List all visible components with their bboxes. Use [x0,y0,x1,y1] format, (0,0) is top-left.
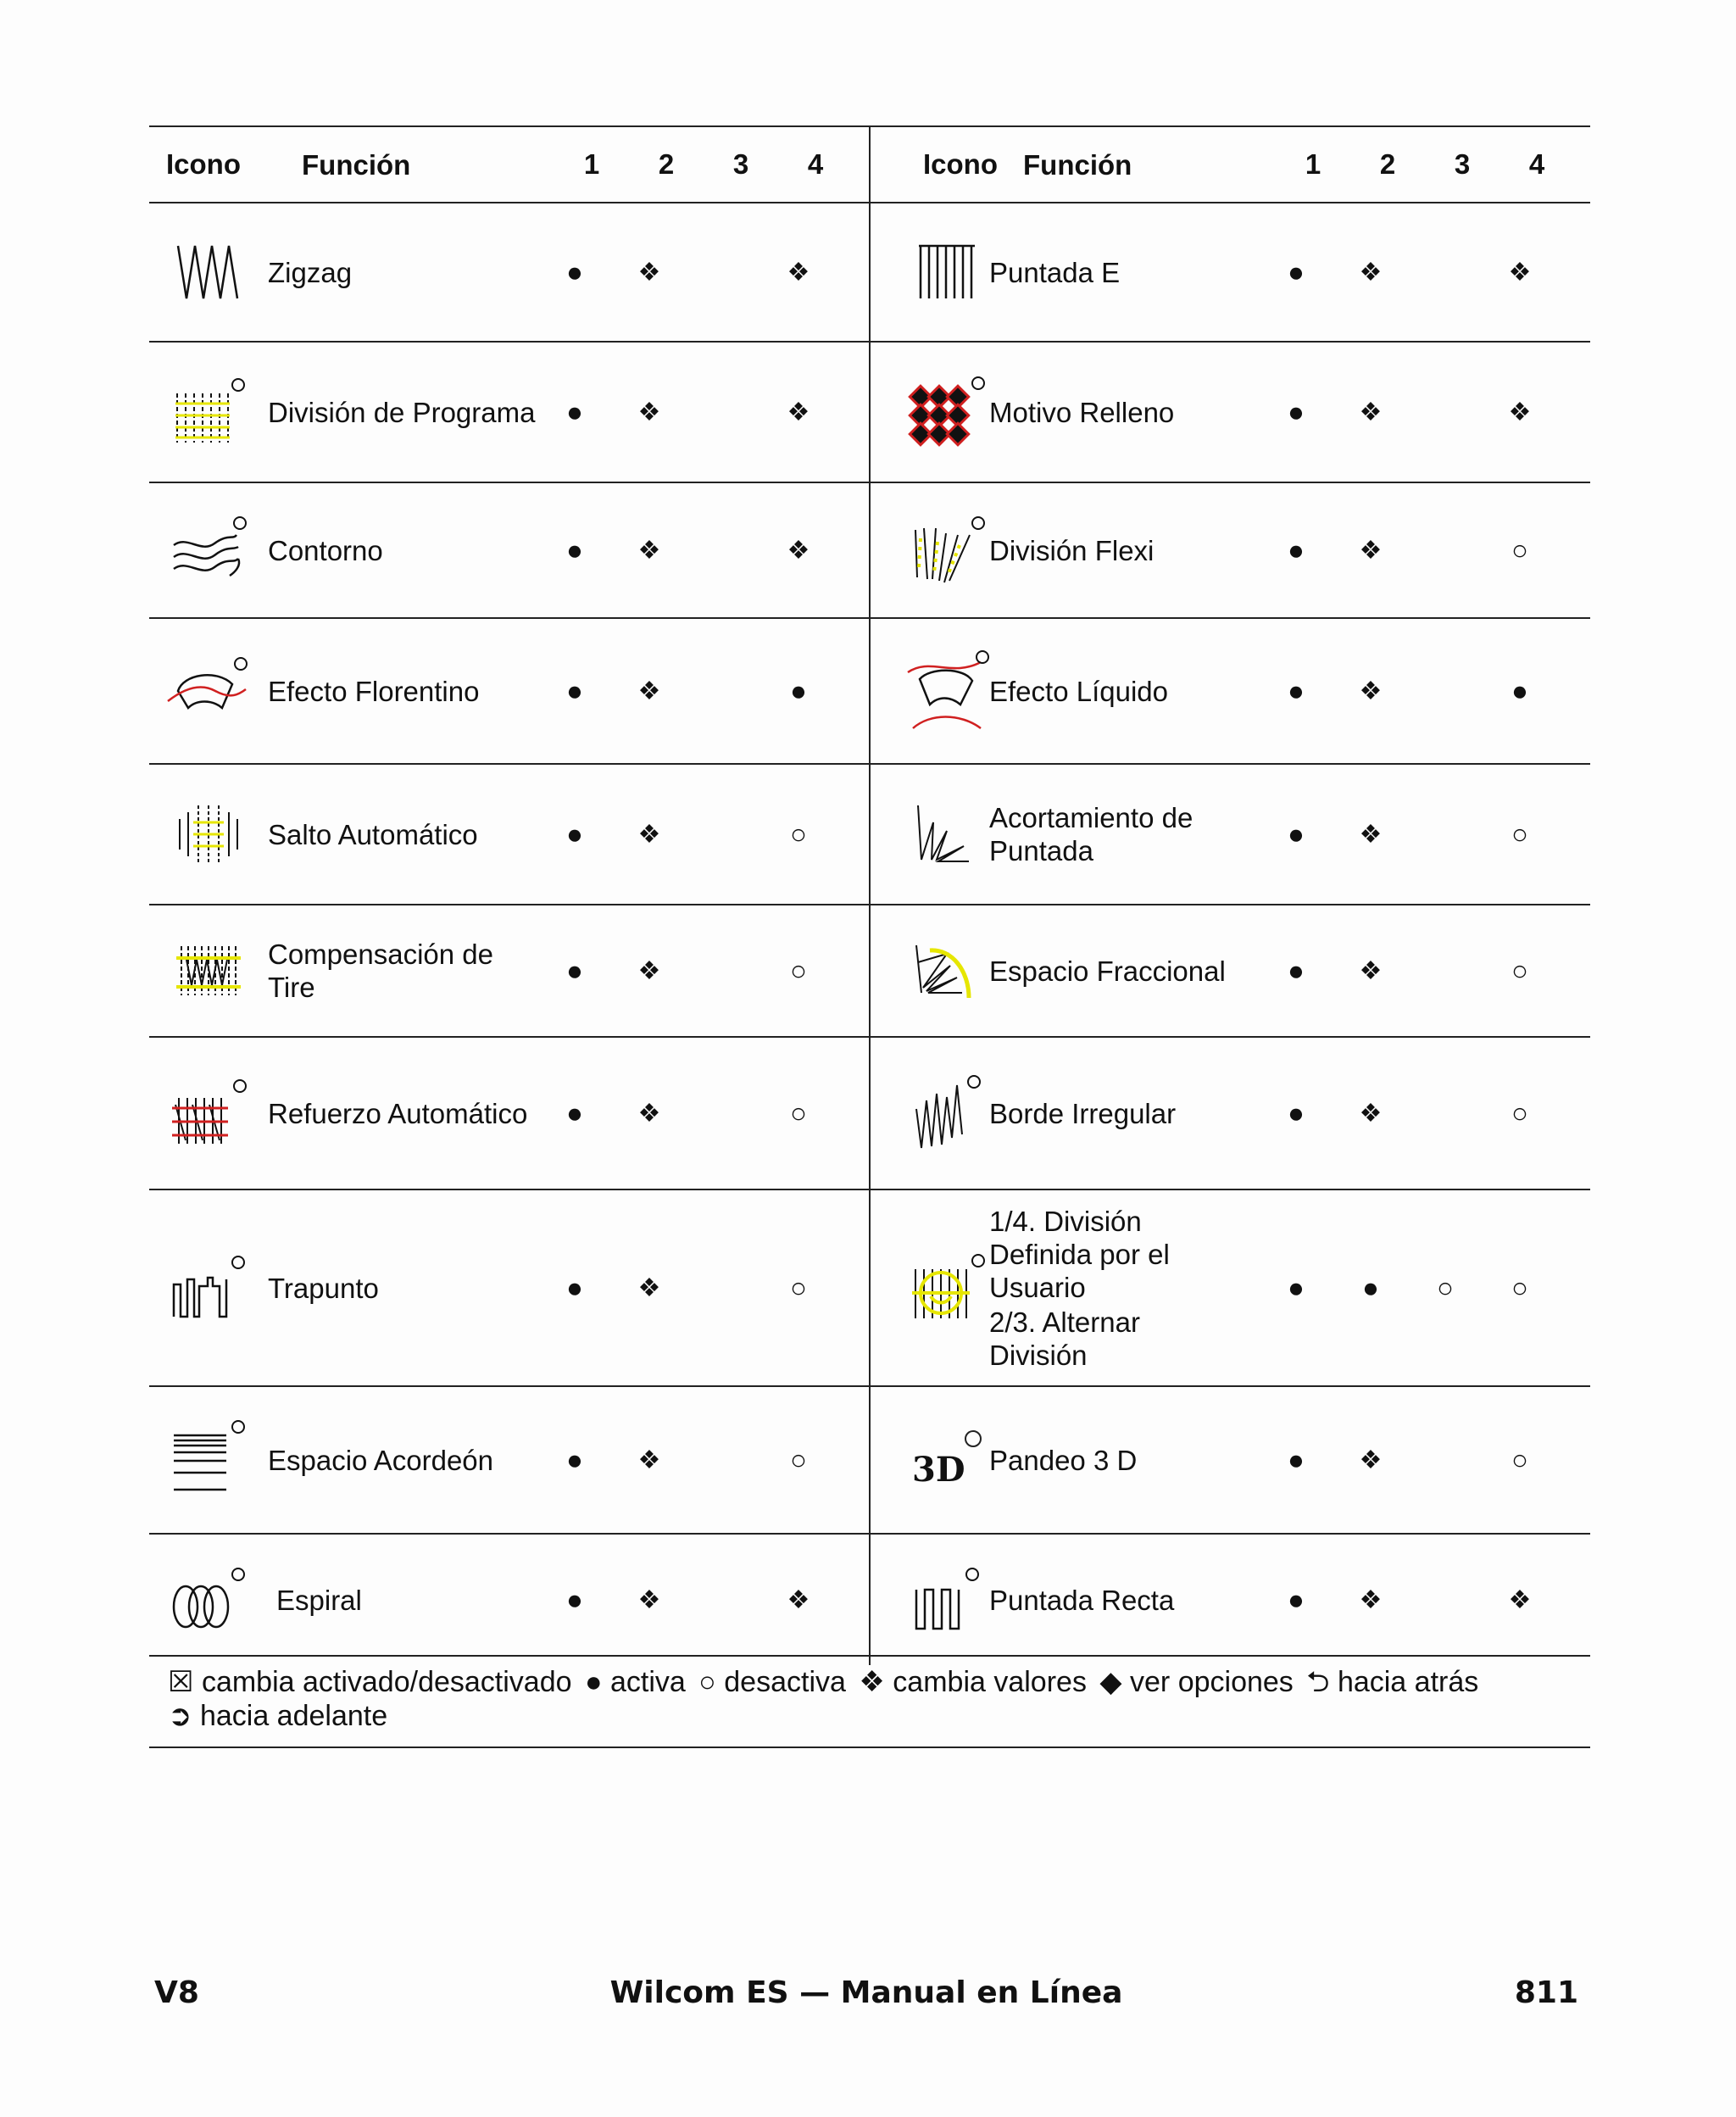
stitch-shortening-icon [871,800,989,868]
col-2-value: ❖ [1359,820,1383,849]
function-label: Acortamiento de Puntada [989,802,1194,866]
function-label: 1/4. División Definida por el Usuario [989,1205,1170,1303]
col-1-value: ● [566,256,583,287]
table-row [871,343,1590,483]
table-header [871,127,1590,203]
col-2-value: ❖ [637,677,661,705]
col-4-value: ○ [790,1444,807,1475]
change-values-icon: ❖ [859,1666,885,1698]
table-row [871,1387,1590,1535]
col-1-value: ● [1288,1272,1305,1303]
table-row [871,1535,1590,1665]
col-4-value: ❖ [1508,398,1532,426]
col-2-value: ❖ [637,258,661,287]
col-1-value: ● [1288,1584,1305,1615]
col-1-value: ● [566,955,583,986]
table-row [871,905,1590,1038]
header-col-2: 2 [1379,148,1396,180]
function-label: Espacio Acordeón [268,1444,494,1476]
table-row [871,203,1590,343]
header-col-3: 3 [732,148,749,180]
col-4-value: ○ [790,818,807,850]
col-2-value: ❖ [637,1446,661,1474]
header-col-4: 4 [1528,148,1545,180]
function-label: Efecto Líquido [989,675,1168,707]
table-row [871,765,1590,905]
col-4-value: ○ [790,1272,807,1303]
straight-stitch-icon [871,1566,989,1634]
header-icono: Icono [923,148,998,180]
function-label: Salto Automático [268,818,478,850]
col-4-value: ○ [1511,818,1528,850]
col-2-value: ❖ [1359,536,1383,565]
col-1-value: ● [1288,256,1305,287]
toggle-box-icon: ☒ [168,1666,194,1698]
header-funcion: Función [1023,148,1132,181]
legend-forward: hacia adelante [199,1700,388,1732]
table-row [149,483,869,619]
florentine-effect-icon [149,657,268,725]
3d-warp-icon [871,1430,989,1490]
col-1-value: ● [1288,818,1305,850]
function-label: Borde Irregular [989,1097,1177,1129]
function-label: Espiral [276,1584,362,1616]
col-4-value: ○ [1511,1097,1528,1128]
table-header [149,127,869,203]
table-row [149,619,869,765]
left-table-half [149,127,871,1665]
inactive-circle-icon: ○ [698,1666,716,1698]
col-1-value: ● [1288,534,1305,565]
col-2-value: ❖ [1359,258,1383,287]
footer-title: Wilcom ES — Manual en Línea [609,1975,1123,2010]
function-label: Compensación de Tire [268,939,493,1003]
header-col-1: 1 [1305,148,1321,180]
footer-page-number: 811 [1514,1975,1578,2010]
function-label: Espacio Fraccional [989,955,1226,987]
header-icono: Icono [166,148,241,180]
table-row [149,1535,869,1665]
legend-options: ver opciones [1130,1666,1294,1698]
col-1-value: ● [1288,1097,1305,1128]
legend-change: cambia valores [893,1666,1087,1698]
col-1-value: ● [566,1272,583,1303]
col-2-value: ❖ [1359,1446,1383,1474]
legend-active: activa [609,1666,686,1698]
col-1-value: ● [1288,1444,1305,1475]
table-row [149,343,869,483]
function-label: División de Programa [268,396,536,428]
right-table-half [871,127,1590,1665]
col-4-value: ○ [790,955,807,986]
table-row [871,1038,1590,1190]
program-split-icon [149,378,268,446]
col-1-value: ● [566,1097,583,1128]
function-label: Motivo Relleno [989,396,1175,428]
e-stitch-icon [871,242,989,302]
function-label: Refuerzo Automático [268,1097,528,1129]
col-4-value: ○ [1511,534,1528,565]
col-1-value: ● [566,818,583,850]
col-1-value: ● [566,1584,583,1615]
col-4-value: ○ [1511,955,1528,986]
col-1-value: ● [566,1444,583,1475]
table-row [149,1387,869,1535]
function-label: Trapunto [268,1272,379,1304]
col-4-value: ● [1511,675,1528,706]
function-label: Zigzag [268,256,353,288]
motif-fill-icon [871,378,989,446]
3d-text: 3D [912,1450,965,1490]
col-4-value: ○ [790,1097,807,1128]
col-2-value: ❖ [1359,1585,1383,1614]
header-col-1: 1 [583,148,600,180]
function-label: Pandeo 3 D [989,1444,1138,1476]
col-4-value: ○ [1511,1272,1528,1303]
table-row [149,905,869,1038]
spiral-icon [149,1566,268,1634]
header-col-3: 3 [1454,148,1471,180]
function-label: División Flexi [989,534,1155,566]
function-label: Efecto Florentino [268,675,480,707]
col-1-value: ● [1288,396,1305,427]
col-2-value: ❖ [1359,1099,1383,1128]
active-dot-icon: ● [584,1666,603,1698]
col-2-value: ❖ [637,536,661,565]
function-table [149,125,1590,1665]
col-4-value: ○ [1511,1444,1528,1475]
table-row [871,619,1590,765]
legend-inactive: desactiva [724,1666,846,1698]
col-2-value: ❖ [637,956,661,985]
col-1-value: ● [1288,955,1305,986]
col-2-value: ❖ [637,1585,661,1614]
table-row [149,765,869,905]
function-label: Puntada E [989,256,1121,288]
options-diamond-icon: ◆ [1099,1666,1122,1698]
pull-compensation-icon [149,941,268,1000]
back-arrow-icon: ⮌ [1306,1666,1330,1698]
auto-underlay-icon [149,1079,268,1147]
page-footer [154,1975,1578,2018]
liquid-effect-icon [871,649,989,733]
header-col-4: 4 [807,148,824,180]
table-row [871,483,1590,619]
legend-toggle: cambia activado/desactivado [201,1666,572,1698]
auto-jump-icon [149,800,268,868]
header-funcion: Función [302,148,411,181]
function-label: Contorno [268,534,383,566]
col-3-value: ○ [1437,1272,1454,1303]
accordion-spacing-icon [149,1422,268,1498]
col-2-value: ❖ [1359,677,1383,705]
jagged-edge-icon [871,1075,989,1151]
col-4-value: ❖ [787,1585,810,1614]
footer-version: V8 [154,1975,199,2010]
contour-icon [149,516,268,584]
zigzag-icon [149,242,268,302]
table-row [149,203,869,343]
col-2-value: ❖ [637,1273,661,1302]
col-2-value: ❖ [1359,956,1383,985]
table-row [149,1190,869,1387]
col-2-value: ❖ [637,398,661,426]
col-4-value: ● [790,675,807,706]
col-1-value: ● [1288,675,1305,706]
col-4-value: ❖ [1508,1585,1532,1614]
col-2-value: ❖ [637,1099,661,1128]
legend [149,1655,1590,1748]
forward-arrow-icon: ➲ [168,1700,192,1732]
table-row [871,1190,1590,1387]
legend-back: hacia atrás [1337,1666,1479,1698]
col-4-value: ❖ [1508,258,1532,287]
flexi-split-icon [871,516,989,584]
col-4-value: ❖ [787,258,810,287]
function-label: Puntada Recta [989,1584,1175,1616]
function-label-alt: 2/3. Alternar División [989,1306,1140,1371]
table-row [149,1038,869,1190]
col-4-value: ❖ [787,536,810,565]
col-1-value: ● [566,534,583,565]
col-2-value: ● [1362,1272,1379,1303]
fractional-spacing-icon [871,937,989,1005]
col-1-value: ● [566,675,583,706]
col-1-value: ● [566,396,583,427]
col-2-value: ❖ [1359,398,1383,426]
col-2-value: ❖ [637,820,661,849]
col-4-value: ❖ [787,398,810,426]
header-col-2: 2 [658,148,675,180]
user-defined-split-icon [871,1254,989,1322]
trapunto-icon [149,1254,268,1322]
